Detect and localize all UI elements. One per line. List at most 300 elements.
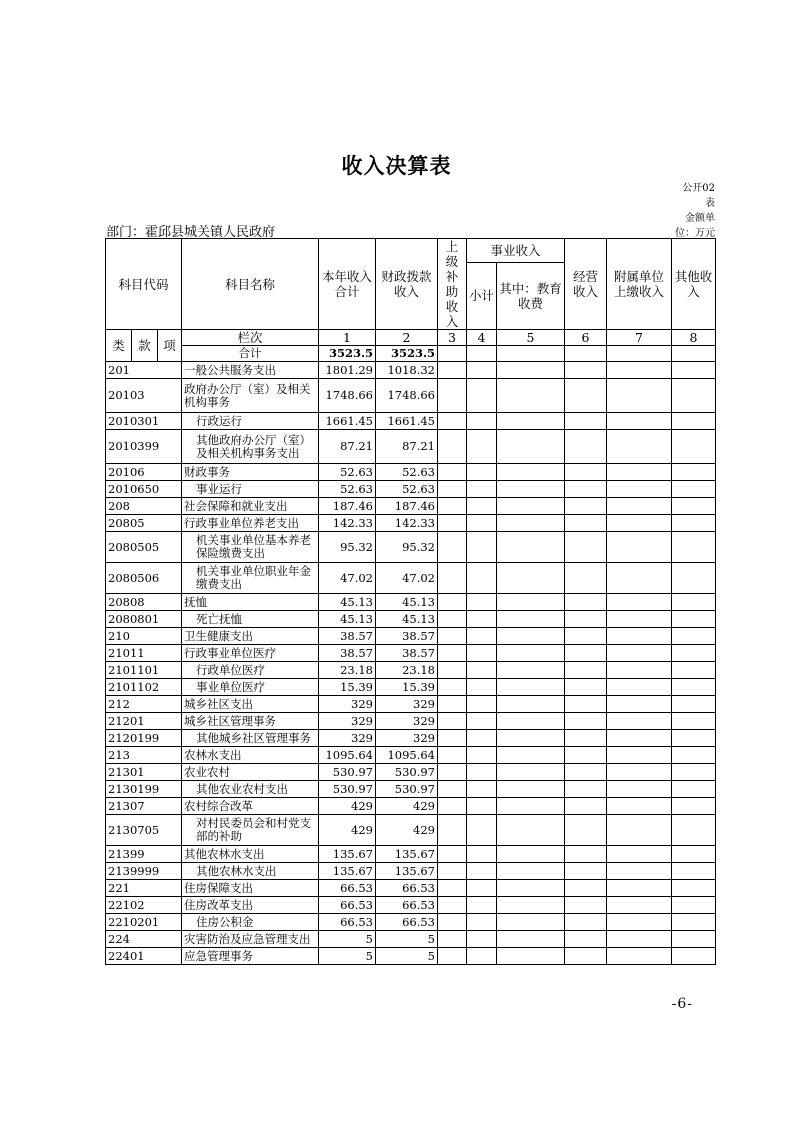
unit-note-value: 位：万元 <box>675 228 715 239</box>
empty-cell <box>438 594 467 611</box>
row-subject-name: 农业农村 <box>182 764 319 781</box>
table-row <box>106 931 716 948</box>
empty-cell <box>438 379 467 413</box>
empty-cell <box>497 464 565 481</box>
row-subject-code: 20808 <box>106 594 182 611</box>
col-number: 6 <box>565 330 607 346</box>
empty-cell <box>438 679 467 696</box>
row-subject-code: 2080505 <box>106 532 182 563</box>
empty-cell <box>565 379 607 413</box>
row-subject-code: 2101102 <box>106 679 182 696</box>
empty-cell <box>438 413 467 430</box>
empty-cell <box>672 781 716 798</box>
empty-cell <box>467 781 497 798</box>
row-subject-code: 20805 <box>106 515 182 532</box>
empty-cell <box>565 362 607 379</box>
row-subject-name: 事业单位医疗 <box>182 679 319 696</box>
empty-cell <box>467 645 497 662</box>
empty-cell <box>467 498 497 515</box>
row-subject-name: 农村综合改革 <box>182 798 319 815</box>
row-fiscal-allocation: 66.53 <box>376 880 438 897</box>
empty-cell <box>438 515 467 532</box>
empty-cell <box>565 679 607 696</box>
row-subject-code: 20106 <box>106 464 182 481</box>
empty-cell <box>672 481 716 498</box>
row-subject-name: 城乡社区支出 <box>182 696 319 713</box>
total-label: 合计 <box>182 346 319 362</box>
header-subtotal: 小计 <box>467 262 497 329</box>
empty-cell <box>467 713 497 730</box>
row-fiscal-allocation: 52.63 <box>376 464 438 481</box>
row-subject-name: 其他政府办公厅（室）及相关机构事务支出 <box>182 430 319 464</box>
row-fiscal-allocation: 47.02 <box>376 563 438 594</box>
empty-cell <box>672 696 716 713</box>
empty-cell <box>467 413 497 430</box>
row-annual-income: 329 <box>319 696 376 713</box>
empty-cell <box>467 747 497 764</box>
table-row <box>106 464 716 481</box>
row-subject-name: 行政单位医疗 <box>182 662 319 679</box>
empty-cell <box>467 611 497 628</box>
empty-cell <box>672 515 716 532</box>
table-row <box>106 628 716 645</box>
table-row <box>106 498 716 515</box>
row-subject-name: 政府办公厅（室）及相关机构事务 <box>182 379 319 413</box>
empty-cell <box>607 880 672 897</box>
empty-cell <box>467 379 497 413</box>
table-row <box>106 679 716 696</box>
row-subject-name: 行政事业单位医疗 <box>182 645 319 662</box>
empty-cell <box>497 863 565 880</box>
empty-cell <box>565 464 607 481</box>
empty-cell <box>672 747 716 764</box>
table-row <box>106 594 716 611</box>
row-subject-name: 其他城乡社区管理事务 <box>182 730 319 747</box>
empty-cell <box>672 645 716 662</box>
table-row <box>106 611 716 628</box>
empty-cell <box>607 781 672 798</box>
empty-cell <box>497 846 565 863</box>
form-code-suffix: 表 <box>705 198 715 209</box>
empty-cell <box>438 713 467 730</box>
empty-cell <box>607 948 672 965</box>
empty-cell <box>607 628 672 645</box>
empty-cell <box>565 914 607 931</box>
row-subject-code: 224 <box>106 931 182 948</box>
empty-cell <box>607 481 672 498</box>
empty-cell <box>672 713 716 730</box>
empty-cell <box>607 730 672 747</box>
empty-cell <box>438 730 467 747</box>
empty-cell <box>438 863 467 880</box>
empty-cell <box>672 346 716 362</box>
empty-cell <box>467 346 497 362</box>
empty-cell <box>497 628 565 645</box>
row-fiscal-allocation: 329 <box>376 713 438 730</box>
empty-cell <box>438 532 467 563</box>
row-fiscal-allocation: 23.18 <box>376 662 438 679</box>
row-subject-name: 一般公共服务支出 <box>182 362 319 379</box>
empty-cell <box>497 645 565 662</box>
empty-cell <box>607 464 672 481</box>
header-subject-name: 科目名称 <box>182 239 319 330</box>
empty-cell <box>672 362 716 379</box>
header-affiliated-income: 附属单位上缴收入 <box>607 239 672 330</box>
empty-cell <box>607 611 672 628</box>
empty-cell <box>672 897 716 914</box>
empty-cell <box>467 628 497 645</box>
empty-cell <box>438 346 467 362</box>
empty-cell <box>467 362 497 379</box>
row-annual-income: 142.33 <box>319 515 376 532</box>
form-code: 公开02 <box>682 183 715 194</box>
row-fiscal-allocation: 95.32 <box>376 532 438 563</box>
row-fiscal-allocation: 187.46 <box>376 498 438 515</box>
row-annual-income: 329 <box>319 713 376 730</box>
empty-cell <box>497 764 565 781</box>
empty-cell <box>565 515 607 532</box>
row-subject-code: 2080801 <box>106 611 182 628</box>
header-xiang: 项 <box>158 330 182 362</box>
empty-cell <box>607 713 672 730</box>
row-annual-income: 530.97 <box>319 764 376 781</box>
row-subject-code: 21399 <box>106 846 182 863</box>
empty-cell <box>672 563 716 594</box>
empty-cell <box>672 948 716 965</box>
empty-cell <box>565 730 607 747</box>
row-subject-name: 机关事业单位基本养老保险缴费支出 <box>182 532 319 563</box>
row-fiscal-allocation: 5 <box>376 931 438 948</box>
table-row <box>106 880 716 897</box>
empty-cell <box>438 662 467 679</box>
row-fiscal-allocation: 1748.66 <box>376 379 438 413</box>
empty-cell <box>497 880 565 897</box>
row-annual-income: 38.57 <box>319 628 376 645</box>
row-annual-income: 45.13 <box>319 594 376 611</box>
empty-cell <box>672 914 716 931</box>
empty-cell <box>565 880 607 897</box>
empty-cell <box>438 464 467 481</box>
table-row <box>106 798 716 815</box>
row-annual-income: 530.97 <box>319 781 376 798</box>
row-subject-code: 210 <box>106 628 182 645</box>
empty-cell <box>438 815 467 846</box>
empty-cell <box>607 798 672 815</box>
empty-cell <box>438 481 467 498</box>
row-subject-name: 应急管理事务 <box>182 948 319 965</box>
row-subject-code: 2010650 <box>106 481 182 498</box>
empty-cell <box>467 798 497 815</box>
table-row <box>106 379 716 413</box>
empty-cell <box>438 611 467 628</box>
row-subject-code: 2101101 <box>106 662 182 679</box>
empty-cell <box>497 931 565 948</box>
table-row <box>106 764 716 781</box>
empty-cell <box>565 481 607 498</box>
table-row <box>106 781 716 798</box>
header-business-income: 事业收入 <box>467 239 565 263</box>
empty-cell <box>438 645 467 662</box>
table-row <box>106 948 716 965</box>
row-annual-income: 5 <box>319 948 376 965</box>
empty-cell <box>497 781 565 798</box>
page-number: -6- <box>671 996 693 1012</box>
empty-cell <box>467 696 497 713</box>
empty-cell <box>672 430 716 464</box>
empty-cell <box>438 914 467 931</box>
row-annual-income: 66.53 <box>319 897 376 914</box>
total-fiscal-allocation: 3523.5 <box>376 346 438 362</box>
empty-cell <box>438 628 467 645</box>
empty-cell <box>672 662 716 679</box>
row-subject-name: 行政运行 <box>182 413 319 430</box>
empty-cell <box>672 815 716 846</box>
row-subject-code: 2130705 <box>106 815 182 846</box>
row-annual-income: 1748.66 <box>319 379 376 413</box>
row-annual-income: 135.67 <box>319 846 376 863</box>
empty-cell <box>607 346 672 362</box>
empty-cell <box>565 696 607 713</box>
row-annual-income: 15.39 <box>319 679 376 696</box>
empty-cell <box>497 798 565 815</box>
table-row <box>106 362 716 379</box>
row-fiscal-allocation: 66.53 <box>376 897 438 914</box>
row-annual-income: 87.21 <box>319 430 376 464</box>
empty-cell <box>607 515 672 532</box>
empty-cell <box>672 880 716 897</box>
row-annual-income: 1095.64 <box>319 747 376 764</box>
empty-cell <box>497 679 565 696</box>
row-fiscal-allocation: 1095.64 <box>376 747 438 764</box>
table-row <box>106 696 716 713</box>
row-subject-name: 社会保障和就业支出 <box>182 498 319 515</box>
empty-cell <box>467 846 497 863</box>
row-subject-name: 抚恤 <box>182 594 319 611</box>
row-subject-code: 21307 <box>106 798 182 815</box>
header-lei: 类 <box>106 330 132 362</box>
empty-cell <box>438 880 467 897</box>
empty-cell <box>497 515 565 532</box>
empty-cell <box>607 747 672 764</box>
empty-cell <box>672 679 716 696</box>
empty-cell <box>607 897 672 914</box>
empty-cell <box>467 815 497 846</box>
row-annual-income: 47.02 <box>319 563 376 594</box>
empty-cell <box>672 464 716 481</box>
row-annual-income: 1801.29 <box>319 362 376 379</box>
header-fiscal-allocation: 财政拨款收入 <box>376 239 438 330</box>
empty-cell <box>607 498 672 515</box>
row-annual-income: 52.63 <box>319 481 376 498</box>
empty-cell <box>497 914 565 931</box>
empty-cell <box>467 594 497 611</box>
col-number: 2 <box>376 330 438 346</box>
table-row <box>106 563 716 594</box>
row-fiscal-allocation: 135.67 <box>376 846 438 863</box>
empty-cell <box>438 846 467 863</box>
empty-cell <box>672 798 716 815</box>
table-row <box>106 481 716 498</box>
row-fiscal-allocation: 52.63 <box>376 481 438 498</box>
row-subject-name: 其他农林水支出 <box>182 846 319 863</box>
empty-cell <box>438 781 467 798</box>
row-fiscal-allocation: 530.97 <box>376 781 438 798</box>
empty-cell <box>607 815 672 846</box>
empty-cell <box>607 413 672 430</box>
empty-cell <box>607 662 672 679</box>
row-subject-name: 死亡抚恤 <box>182 611 319 628</box>
table-row <box>106 897 716 914</box>
empty-cell <box>672 594 716 611</box>
row-subject-code: 20103 <box>106 379 182 413</box>
empty-cell <box>565 815 607 846</box>
empty-cell <box>607 379 672 413</box>
empty-cell <box>672 730 716 747</box>
empty-cell <box>565 594 607 611</box>
empty-cell <box>497 747 565 764</box>
empty-cell <box>497 481 565 498</box>
empty-cell <box>467 863 497 880</box>
empty-cell <box>672 764 716 781</box>
empty-cell <box>565 931 607 948</box>
empty-cell <box>565 747 607 764</box>
row-fiscal-allocation: 142.33 <box>376 515 438 532</box>
empty-cell <box>565 897 607 914</box>
table-row <box>106 747 716 764</box>
empty-cell <box>497 713 565 730</box>
empty-cell <box>467 464 497 481</box>
total-annual-income: 3523.5 <box>319 346 376 362</box>
empty-cell <box>607 594 672 611</box>
row-annual-income: 38.57 <box>319 645 376 662</box>
empty-cell <box>565 430 607 464</box>
row-fiscal-allocation: 38.57 <box>376 628 438 645</box>
row-subject-code: 22102 <box>106 897 182 914</box>
row-annual-income: 429 <box>319 798 376 815</box>
header-kuan: 款 <box>132 330 158 362</box>
row-subject-name: 卫生健康支出 <box>182 628 319 645</box>
empty-cell <box>672 863 716 880</box>
empty-cell <box>607 532 672 563</box>
empty-cell <box>497 379 565 413</box>
empty-cell <box>467 914 497 931</box>
empty-cell <box>672 931 716 948</box>
row-fiscal-allocation: 87.21 <box>376 430 438 464</box>
income-table <box>105 238 716 965</box>
empty-cell <box>497 532 565 563</box>
empty-cell <box>607 931 672 948</box>
row-fiscal-allocation: 329 <box>376 730 438 747</box>
table-row <box>106 846 716 863</box>
col-number: 1 <box>319 330 376 346</box>
row-subject-code: 2010399 <box>106 430 182 464</box>
row-subject-name: 对村民委员会和村党支部的补助 <box>182 815 319 846</box>
empty-cell <box>565 413 607 430</box>
empty-cell <box>497 594 565 611</box>
empty-cell <box>467 880 497 897</box>
empty-cell <box>565 532 607 563</box>
row-subject-name: 财政事务 <box>182 464 319 481</box>
empty-cell <box>438 798 467 815</box>
row-subject-code: 21201 <box>106 713 182 730</box>
page-title: 收入决算表 <box>341 153 452 178</box>
empty-cell <box>672 846 716 863</box>
row-annual-income: 66.53 <box>319 914 376 931</box>
row-subject-code: 212 <box>106 696 182 713</box>
empty-cell <box>565 628 607 645</box>
row-subject-name: 其他农业农村支出 <box>182 781 319 798</box>
row-subject-code: 2139999 <box>106 863 182 880</box>
empty-cell <box>565 846 607 863</box>
row-annual-income: 66.53 <box>319 880 376 897</box>
empty-cell <box>438 498 467 515</box>
row-annual-income: 329 <box>319 730 376 747</box>
empty-cell <box>497 563 565 594</box>
empty-cell <box>565 611 607 628</box>
empty-cell <box>607 362 672 379</box>
empty-cell <box>672 413 716 430</box>
row-subject-name: 事业运行 <box>182 481 319 498</box>
empty-cell <box>497 346 565 362</box>
empty-cell <box>497 413 565 430</box>
table-row <box>106 532 716 563</box>
row-annual-income: 23.18 <box>319 662 376 679</box>
row-subject-code: 2080506 <box>106 563 182 594</box>
row-fiscal-allocation: 135.67 <box>376 863 438 880</box>
row-fiscal-allocation: 45.13 <box>376 594 438 611</box>
row-fiscal-allocation: 1661.45 <box>376 413 438 430</box>
empty-cell <box>467 931 497 948</box>
empty-cell <box>497 730 565 747</box>
row-fiscal-allocation: 429 <box>376 815 438 846</box>
empty-cell <box>672 611 716 628</box>
empty-cell <box>565 662 607 679</box>
header-superior-subsidy: 上级补助收入 <box>438 239 467 330</box>
empty-cell <box>497 498 565 515</box>
row-subject-code: 21301 <box>106 764 182 781</box>
row-subject-code: 2120199 <box>106 730 182 747</box>
row-subject-name: 城乡社区管理事务 <box>182 713 319 730</box>
row-subject-name: 住房保障支出 <box>182 880 319 897</box>
col-number: 5 <box>497 330 565 346</box>
unit-note: 金额单 <box>685 213 715 224</box>
empty-cell <box>565 563 607 594</box>
empty-cell <box>565 798 607 815</box>
row-fiscal-allocation: 530.97 <box>376 764 438 781</box>
row-annual-income: 429 <box>319 815 376 846</box>
row-fiscal-allocation: 38.57 <box>376 645 438 662</box>
empty-cell <box>672 532 716 563</box>
empty-cell <box>672 628 716 645</box>
department-label: 部门：霍邱县城关镇人民政府 <box>106 225 276 240</box>
empty-cell <box>607 846 672 863</box>
row-subject-name: 住房公积金 <box>182 914 319 931</box>
header-column-order: 栏次 <box>182 330 319 346</box>
header-education-fee: 其中：教育收费 <box>497 262 565 329</box>
row-subject-code: 22401 <box>106 948 182 965</box>
empty-cell <box>672 498 716 515</box>
row-subject-name: 农林水支出 <box>182 747 319 764</box>
row-annual-income: 52.63 <box>319 464 376 481</box>
empty-cell <box>607 696 672 713</box>
empty-cell <box>565 781 607 798</box>
table-row <box>106 914 716 931</box>
empty-cell <box>565 764 607 781</box>
empty-cell <box>438 563 467 594</box>
table-row <box>106 730 716 747</box>
col-number: 7 <box>607 330 672 346</box>
row-annual-income: 135.67 <box>319 863 376 880</box>
